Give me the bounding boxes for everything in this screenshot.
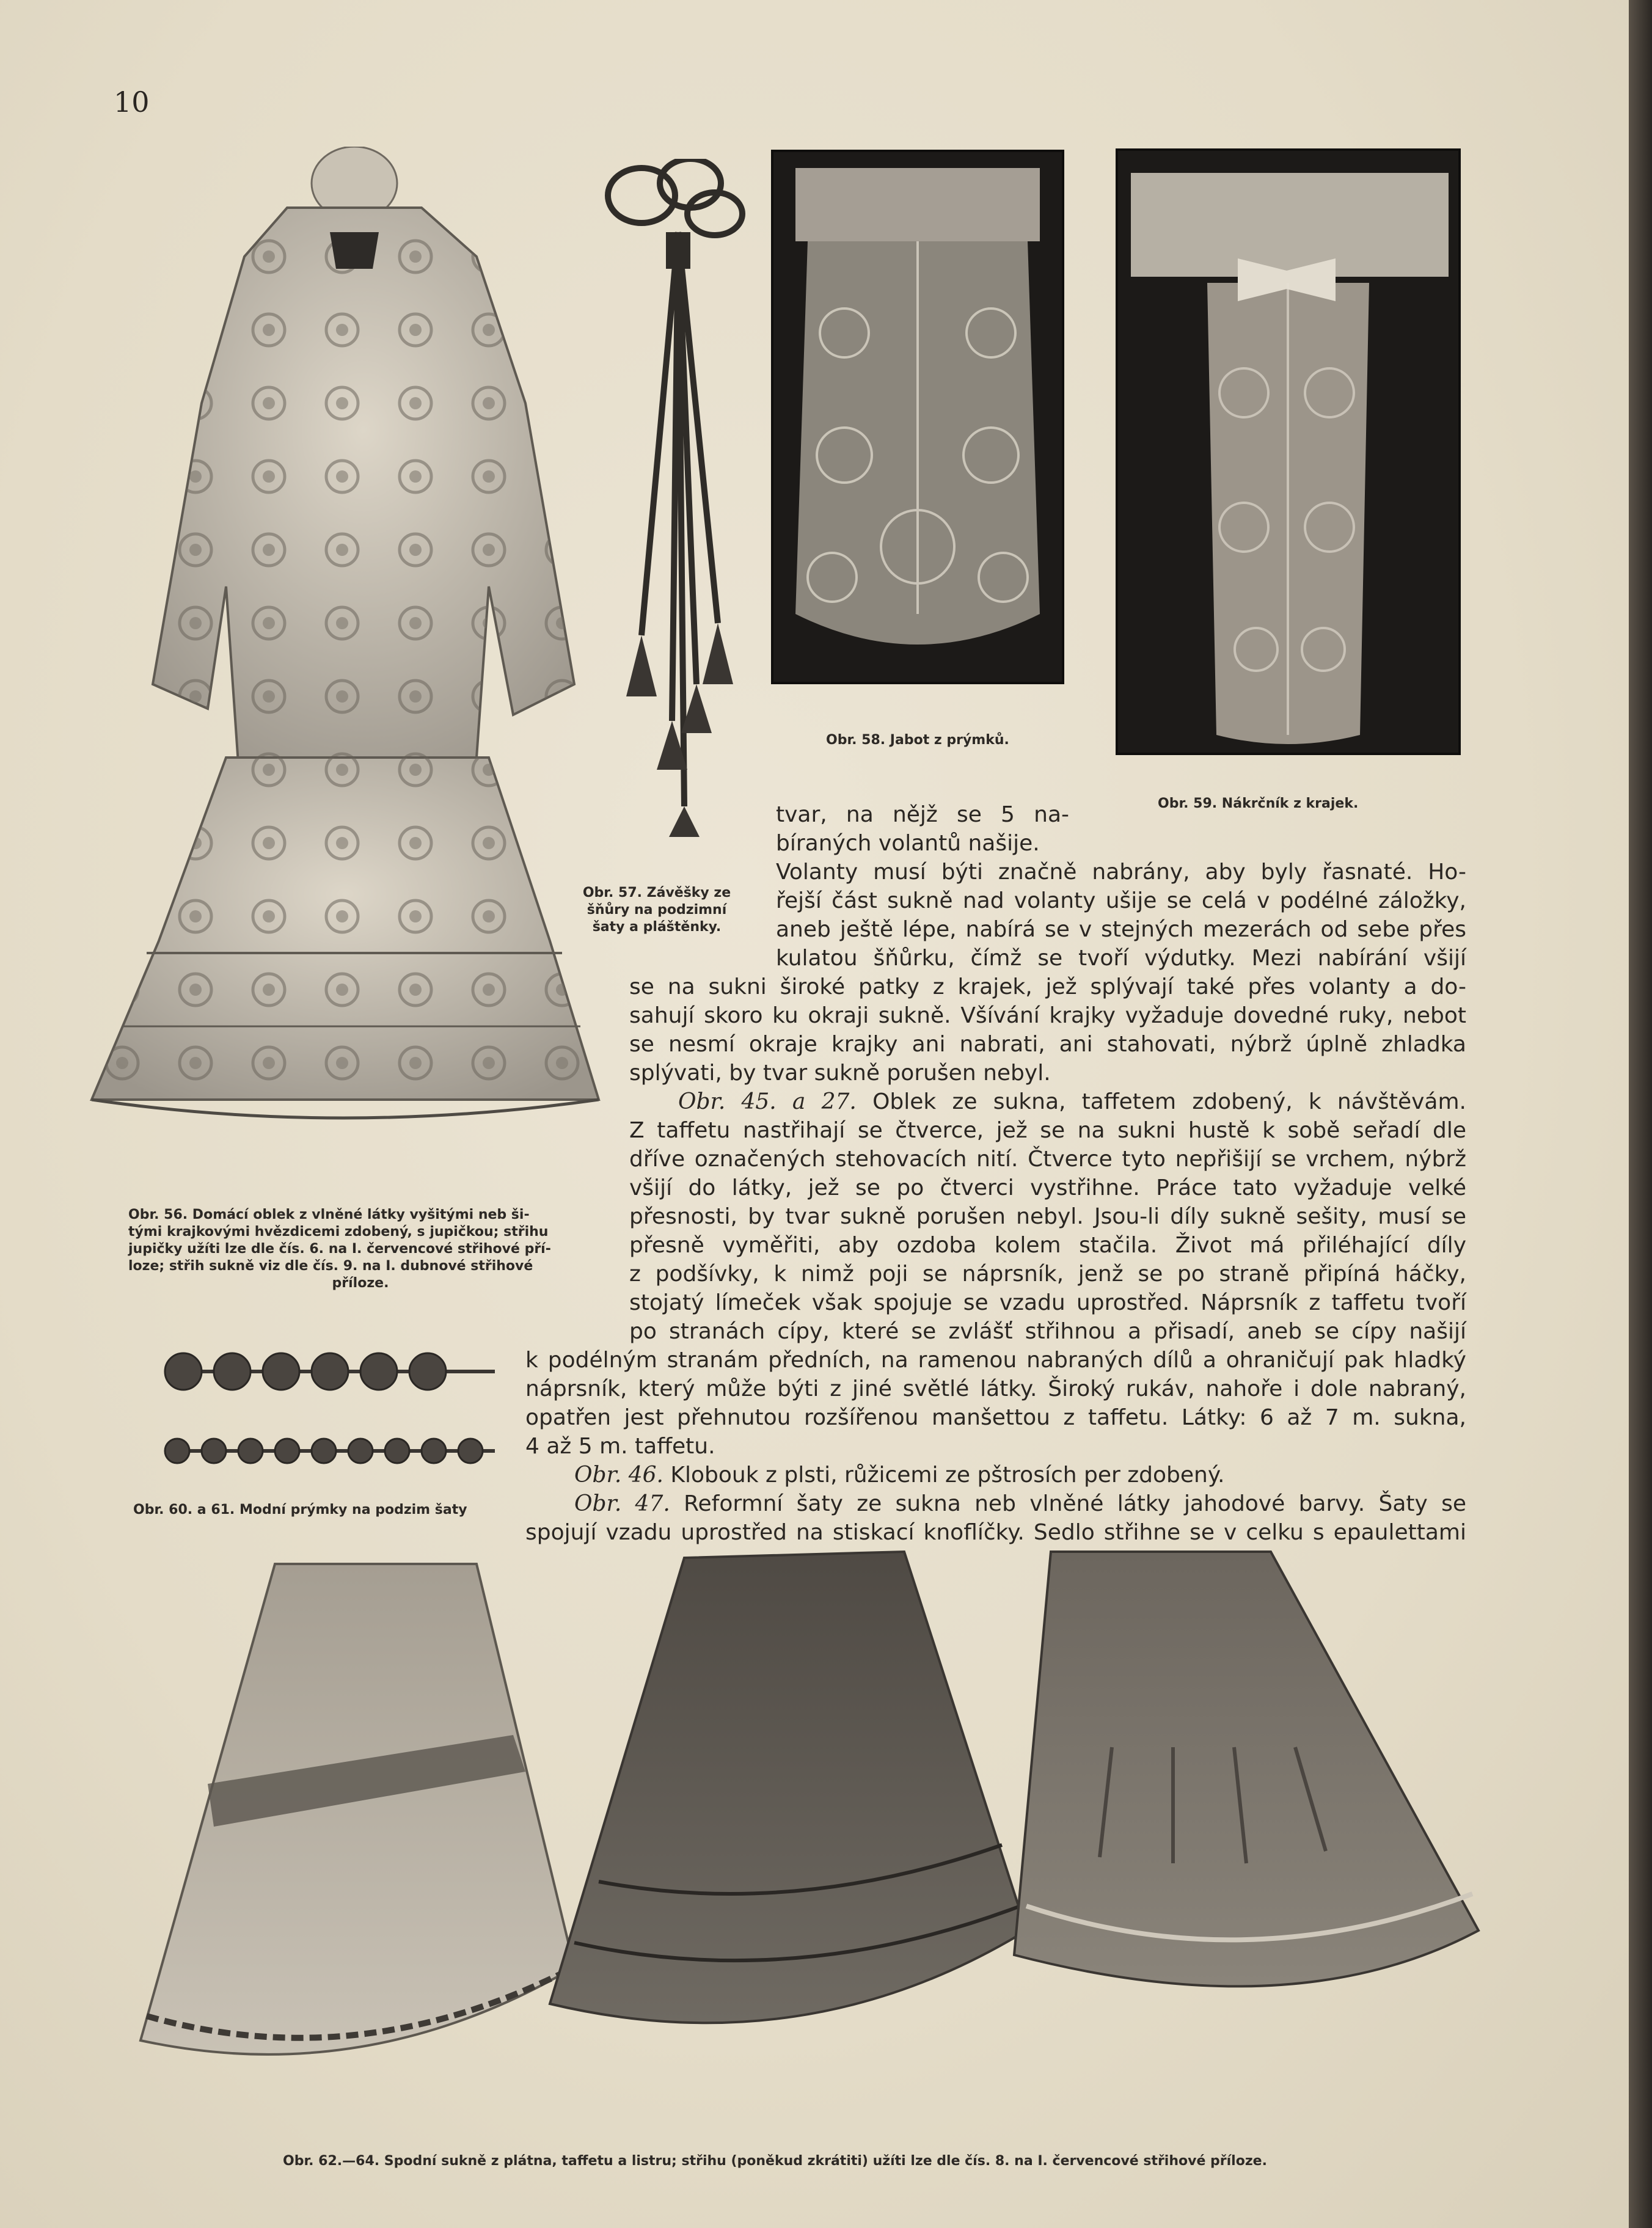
text-top-block [776, 800, 1069, 858]
text-line-with-ref [525, 1461, 1466, 1489]
fig56-dress-illustration [86, 147, 623, 1173]
text-line: sahují skoro ku okraji sukně. Všívání krajky vyžaduje dovedné ruky, nebot [629, 1003, 1466, 1028]
fig57-tassels-illustration [593, 159, 758, 843]
text-line: Klobouk z plsti, růžicemi ze pštrosích per zdobený. [670, 1463, 1225, 1488]
fig57-caption-line: šaty a pláštěnky. [592, 919, 722, 935]
figure-reference: Obr. 47. [574, 1491, 670, 1516]
fig56-caption-line: Obr. 56. Domácí oblek z vlněné látky vyšitými neb ši- [128, 1207, 530, 1222]
text-line: přesně vyměřiti, aby ozdoba kolem stačila. Život má přiléhající díly [629, 1233, 1466, 1258]
paragraph-obr45-cont [525, 1346, 1466, 1461]
text-line: náprsník, který může býti z jiné světlé látky. Široký rukáv, nahoře i dole nabraný, [525, 1376, 1466, 1401]
fig57-caption-line: šňůry na podzimní [587, 902, 727, 918]
figure-reference: Obr. 45. a 27. [678, 1089, 857, 1114]
fig60-61-caption: Obr. 60. a 61. Modní prýmky na podzim šaty [133, 1502, 467, 1518]
text-line: Volanty musí býti značně nabrány, aby byly řasnaté. Ho- [776, 860, 1466, 885]
fig60-61-trim-illustration [153, 1341, 507, 1475]
fig58-jabot-drawing [771, 150, 1064, 684]
fig59-caption: Obr. 59. Nákrčník z krajek. [1158, 796, 1359, 811]
paragraph-obr45 [629, 1087, 1466, 1346]
text-line: aneb ještě lépe, nabírá se v stejných mezerách od sebe přes [776, 917, 1466, 942]
fig56-caption-line: tými krajkovými hvězdicemi zdobený, s jupičkou; střihu [128, 1224, 549, 1240]
fig62-64-petticoats-illustration [134, 1540, 1485, 2089]
fig59-neckpiece-drawing [1116, 148, 1461, 755]
text-line: tvar, na nějž se 5 na- [776, 802, 1069, 827]
fig58-jabot-photo [771, 150, 1064, 684]
text-line: Reformní šaty ze sukna neb vlněné látky jahodové barvy. Šaty se [684, 1491, 1467, 1516]
text-line: kulatou šňůrku, čímž se tvoří výdutky. Mezi nabírání všijí [776, 946, 1466, 971]
paragraph-volanty-part1 [776, 858, 1466, 973]
text-line: řejší část sukně nad volanty ušije se celá v podélné záložky, [776, 888, 1466, 913]
fig56-caption-line: loze; střih sukně viz dle čís. 9. na I. dubnové střihové [128, 1258, 533, 1274]
fig57-caption-line: Obr. 57. Závěšky ze [582, 885, 731, 900]
text-line: všijí do látky, jež se po čtverci vystřihne. Práce tato vyžaduje velké [629, 1175, 1466, 1200]
text-line: po stranách cípy, které se zvlášť střihnou a přisadí, aneb se cípy našijí [629, 1319, 1466, 1344]
text-line: Z taffetu nastřihají se čtverce, jež se na sukni hustě k sobě seřadí dle [629, 1118, 1466, 1143]
text-line: dříve označených stehovacích nití. Čtverce tyto nepřišijí se vrchem, nýbrž [629, 1147, 1466, 1172]
page-number: 10 [114, 86, 150, 119]
text-line: z podšívky, k nimž poji se náprsník, jenž se po straně připíná háčky, [629, 1262, 1466, 1287]
fig56-caption-line: příloze. [332, 1276, 389, 1291]
figure-reference: Obr. 46. [574, 1463, 663, 1488]
paragraph-obr47 [525, 1489, 1466, 1547]
paragraph-volanty-part2 [629, 973, 1466, 1087]
fig58-caption: Obr. 58. Jabot z prýmků. [826, 732, 1009, 748]
text-line: splývati, by tvar sukně porušen nebyl. [629, 1061, 1051, 1086]
text-line-with-ref [629, 1087, 1466, 1116]
book-spine-shadow [1629, 0, 1652, 2228]
fig57-caption [568, 885, 745, 936]
paragraph-obr46 [525, 1461, 1466, 1489]
text-line: Oblek ze sukna, taffetem zdobený, k návštěvám. [872, 1089, 1466, 1114]
text-line: opatřen jest přehnutou rozšířenou manšettou z taffetu. Látky: 6 až 7 m. sukna, [525, 1405, 1466, 1430]
text-line-with-ref [525, 1489, 1466, 1518]
text-line: se nesmí okraje krajky ani nabrati, ani stahovati, nýbrž úplně zhladka [629, 1032, 1466, 1057]
fig56-caption [128, 1207, 593, 1292]
fig59-neckpiece-photo [1116, 148, 1461, 755]
text-line: se na sukni široké patky z krajek, jež splývají také přes volanty a do- [629, 974, 1466, 999]
text-line: 4 až 5 m. taffetu. [525, 1434, 715, 1459]
text-line: stojatý límeček však spojuje se vzadu uprostřed. Náprsník z taffetu tvoří [629, 1290, 1466, 1315]
fig62-64-caption: Obr. 62.—64. Spodní sukně z plátna, taffetu a listru; střihu (poněkud zkrátiti) užíti lze dle čís. 8. na I. červencové střihové příloze. [283, 2153, 1267, 2169]
text-line: přesnosti, by tvar sukně porušen nebyl. Jsou-li díly sukně sešity, musí se [629, 1204, 1466, 1229]
text-line: bíraných volantů našije. [776, 831, 1040, 856]
fig56-caption-line: jupičky užíti lze dle čís. 6. na I. červencové střihové pří- [128, 1241, 551, 1257]
text-line: spojují vzadu uprostřed na stiskací knoflíčky. Sedlo střihne se v celku s epaulettami [525, 1520, 1466, 1545]
text-line: k podélným stranám předních, na ramenou nabraných dílů a ohraničují pak hladký [525, 1348, 1466, 1373]
